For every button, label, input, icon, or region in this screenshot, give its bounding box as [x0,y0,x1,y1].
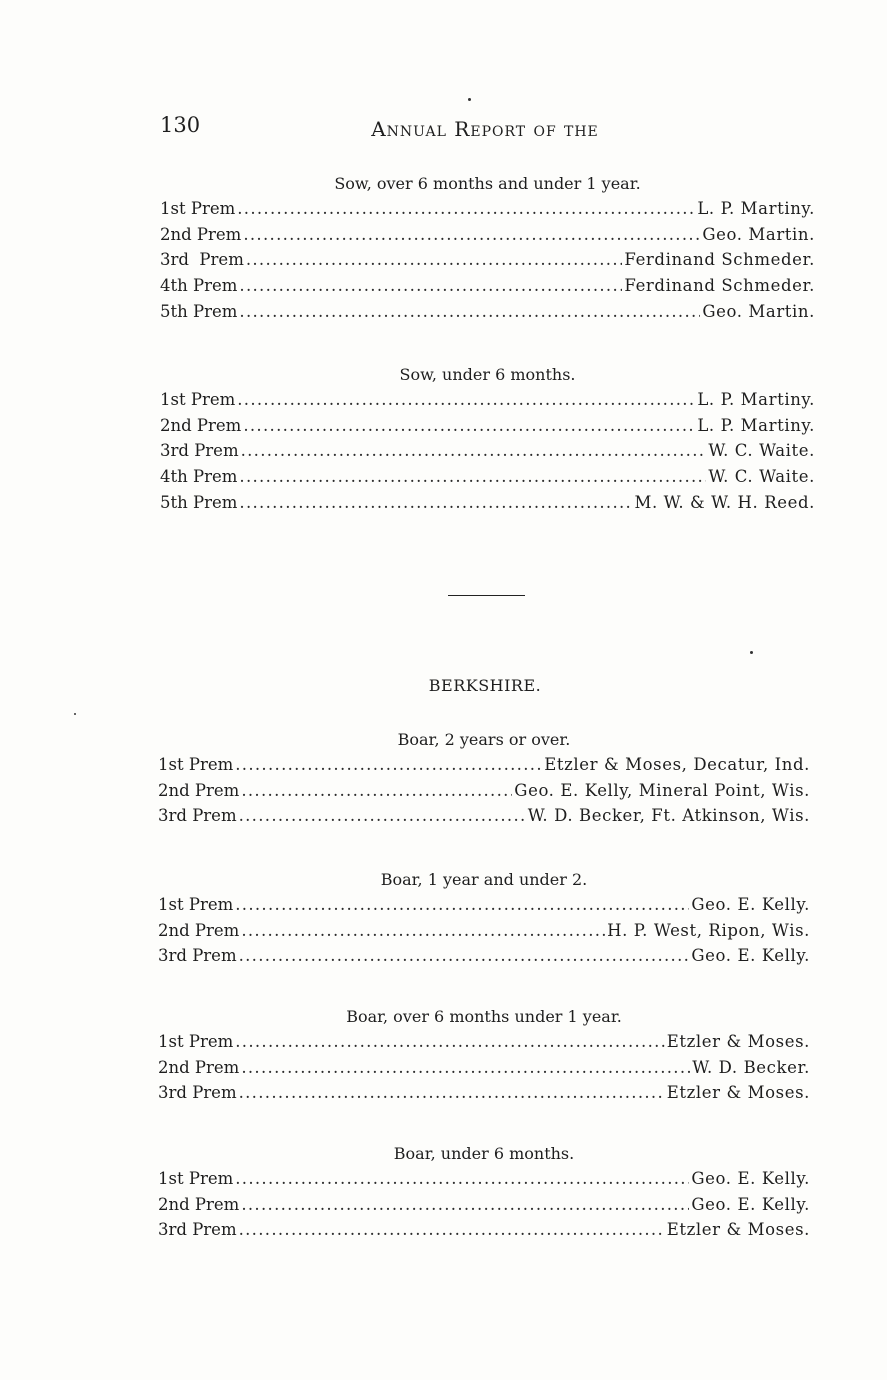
premium-row [160,273,815,299]
premium-row [160,413,815,439]
dot-leader [239,1080,665,1106]
class-section [160,171,815,324]
class-title: Boar, 2 years or over. [397,730,571,749]
premium-label: 2nd Prem [160,224,242,244]
dot-leader [239,273,622,299]
section-divider [448,595,525,596]
class-title: Boar, over 6 months under 1 year. [346,1007,622,1026]
dot-leader [246,247,623,273]
premium-row [160,299,815,325]
premium-row [160,222,815,248]
winner-name: Ferdinand Schmeder. [624,276,815,296]
dot-leader [243,413,695,439]
winner-name: Etzler & Moses, Decatur, Ind. [544,755,810,774]
dot-leader [241,438,707,464]
premium-row [160,196,815,222]
premium-row [158,943,810,969]
premium-row [160,490,815,516]
dot-leader [241,1192,689,1218]
dot-leader [237,387,695,413]
class-section [160,362,815,515]
class-section [158,867,810,969]
premium-row [158,1217,810,1243]
dot-leader [239,1217,665,1243]
winner-name: Geo. E. Kelly. [691,1169,810,1188]
class-title: Sow, under 6 months. [399,365,576,384]
winner-name: Geo. Martin. [702,301,815,321]
winner-name: Etzler & Moses. [666,1083,810,1103]
running-head: Annual Report of the [371,117,599,141]
dot-leader [241,918,605,944]
dot-leader [237,196,695,222]
premium-label: 1st Prem [160,390,236,409]
dot-leader [235,1166,689,1192]
premium-row [160,464,815,490]
class-title: Sow, over 6 months and under 1 year. [334,174,641,193]
class-section [158,1141,810,1243]
winner-name: M. W. & W. H. Reed. [634,492,815,512]
premium-label: 1st Prem [158,895,234,914]
premium-row [158,918,810,944]
winner-name: Geo. E. Kelly. [691,1194,810,1214]
dot-leader [241,1055,690,1081]
class-title: Boar, 1 year and under 2. [380,870,588,889]
premium-label: 4th Prem [160,276,238,296]
winner-name: W. C. Waite. [708,441,815,461]
ink-speck [468,98,471,101]
winner-name: Ferdinand Schmeder. [624,250,815,270]
premium-label: 3rd Prem [160,441,239,461]
premium-label: 2nd Prem [158,1194,240,1214]
class-title: Boar, under 6 months. [393,1144,575,1163]
winner-name: W. D. Becker. [692,1057,810,1077]
premium-label: 3rd Prem [158,946,237,966]
premium-label: 2nd Prem [158,780,240,800]
winner-name: Geo. E. Kelly. [691,895,810,914]
premium-label: 5th Prem [160,492,238,512]
winner-name: L. P. Martiny. [697,415,815,435]
premium-label: 2nd Prem [158,1057,240,1077]
premium-row [160,247,815,273]
winner-name: L. P. Martiny. [697,199,815,218]
winner-name: Geo. E. Kelly, Mineral Point, Wis. [514,780,810,800]
premium-label: 1st Prem [160,199,236,218]
premium-label: 3rd Prem [158,806,237,826]
winner-name: Etzler & Moses. [666,1220,810,1240]
premium-row [158,778,810,804]
dot-leader [239,490,632,516]
dot-leader [241,778,512,804]
premium-label: 4th Prem [160,467,238,487]
premium-label: 1st Prem [158,755,234,774]
premium-row [158,1055,810,1081]
premium-row [160,438,815,464]
premium-row [158,1080,810,1106]
premium-row [160,387,815,413]
premium-row [158,803,810,829]
premium-row [158,892,810,918]
dot-leader [243,222,700,248]
dot-leader [235,752,542,778]
winner-name: H. P. West, Ripon, Wis. [607,920,810,940]
winner-name: W. D. Becker, Ft. Atkinson, Wis. [527,806,810,826]
dot-leader [239,299,700,325]
premium-row [158,752,810,778]
ink-speck [74,713,76,715]
dot-leader [239,464,706,490]
premium-label: 3rd Prem [158,1220,237,1240]
premium-label: 5th Prem [160,301,238,321]
dot-leader [235,892,689,918]
winner-name: Etzler & Moses. [666,1032,810,1051]
premium-row [158,1192,810,1218]
premium-row [158,1029,810,1055]
premium-label: 3rd Prem [158,1083,237,1103]
winner-name: Geo. Martin. [702,224,815,244]
premium-row [158,1166,810,1192]
class-section [158,1004,810,1106]
winner-name: L. P. Martiny. [697,390,815,409]
page-number: 130 [160,113,201,137]
winner-name: W. C. Waite. [708,467,815,487]
premium-label: 2nd Prem [160,415,242,435]
premium-label: 3rd Prem [160,250,244,270]
premium-label: 2nd Prem [158,920,240,940]
class-section [158,727,810,829]
dot-leader [239,943,690,969]
dot-leader [239,803,526,829]
dot-leader [235,1029,665,1055]
winner-name: Geo. E. Kelly. [691,946,810,966]
ink-speck [750,651,753,654]
premium-label: 1st Prem [158,1032,234,1051]
premium-label: 1st Prem [158,1169,234,1188]
breed-heading: BERKSHIRE. [428,676,542,695]
